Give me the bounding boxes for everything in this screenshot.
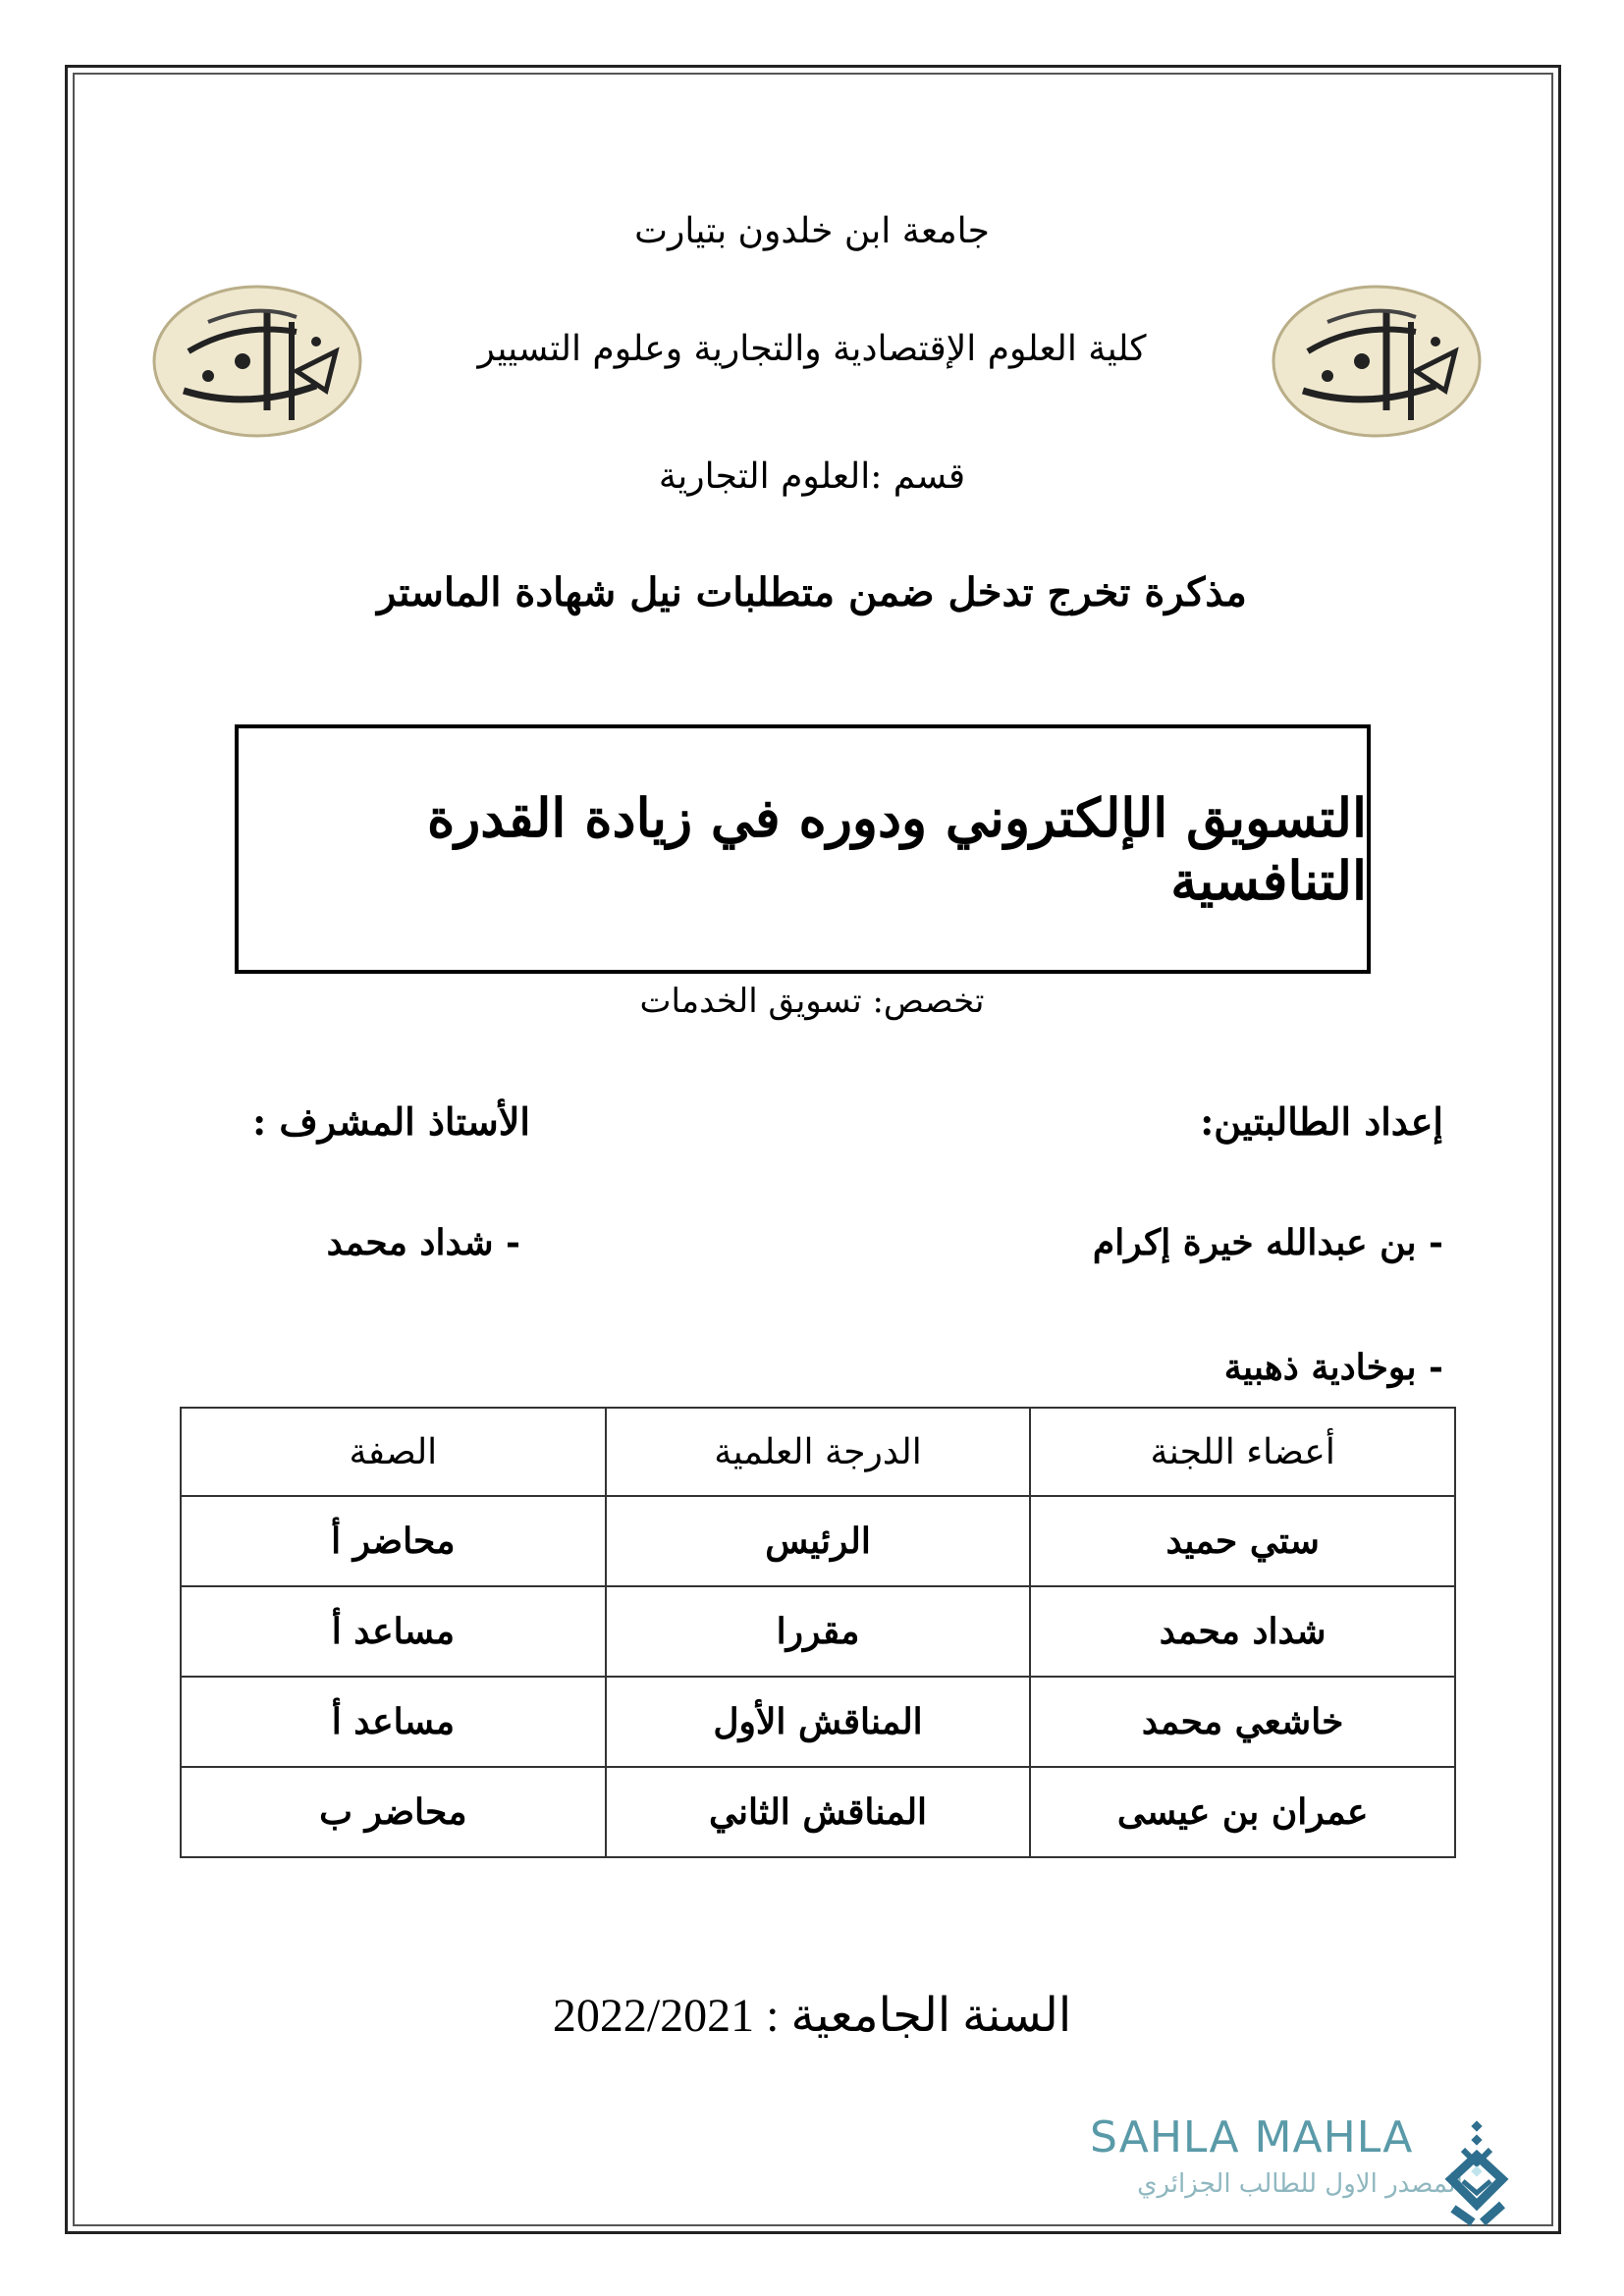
watermark-brand: SAHLA MAHLA: [1090, 2112, 1414, 2163]
member-rank: محاضر أ: [181, 1496, 606, 1586]
member-rank: مساعد أ: [181, 1677, 606, 1767]
member-name: عمران بن عيسى: [1030, 1767, 1455, 1857]
supervisor-label: الأستاذ المشرف :: [252, 1099, 530, 1144]
header-cell: أعضاء اللجنة: [1030, 1408, 1455, 1496]
thesis-statement: مذكرة تخرج تدخل ضمن متطلبات نيل شهادة الماستر: [377, 569, 1247, 615]
member-name: شداد محمد: [1030, 1586, 1455, 1677]
table-row: [181, 1496, 1455, 1586]
committee-table: [180, 1407, 1456, 1858]
thesis-title-box: [235, 724, 1371, 974]
supervisor-name: - شداد محمد: [326, 1222, 520, 1263]
member-role: الرئيس: [606, 1496, 1031, 1586]
member-rank: محاضر ب: [181, 1767, 606, 1857]
member-role: المناقش الثاني: [606, 1767, 1031, 1857]
member-name: ستي حميد: [1030, 1496, 1455, 1586]
students-label: إعداد الطالبتين:: [1200, 1099, 1443, 1144]
header-cell: الدرجة العلمية: [606, 1408, 1031, 1496]
specialization: تخصص: تسويق الخدمات: [639, 982, 985, 1021]
member-rank: مساعد أ: [181, 1586, 606, 1677]
member-role: مقررا: [606, 1586, 1031, 1677]
member-role: المناقش الأول: [606, 1677, 1031, 1767]
table-header-row: [181, 1408, 1455, 1496]
department-name: قسم :العلوم التجارية: [658, 456, 966, 497]
table-row: [181, 1767, 1455, 1857]
student-name: - بن عبدالله خيرة إكرام: [1092, 1222, 1443, 1263]
student-name: - بوخادية ذهبية: [1223, 1347, 1443, 1388]
thesis-title: التسويق الإلكتروني ودوره في زيادة القدرة التنافسية: [426, 786, 1367, 912]
member-name: خاشعي محمد: [1030, 1677, 1455, 1767]
university-name: جامعة ابن خلدون بتيارت: [634, 211, 990, 251]
academic-year: السنة الجامعية : 2022/2021: [552, 1990, 1072, 2042]
watermark: [1090, 2112, 1483, 2220]
sahla-mahla-logo-icon: [1443, 2120, 1512, 2228]
table-row: [181, 1586, 1455, 1677]
faculty-name: كلية العلوم الإقتصادية والتجارية وعلوم التسيير: [477, 329, 1147, 369]
header-cell: الصفة: [181, 1408, 606, 1496]
watermark-tagline: المصدر الاول للطالب الجزائري: [1137, 2169, 1463, 2199]
table-row: [181, 1677, 1455, 1767]
